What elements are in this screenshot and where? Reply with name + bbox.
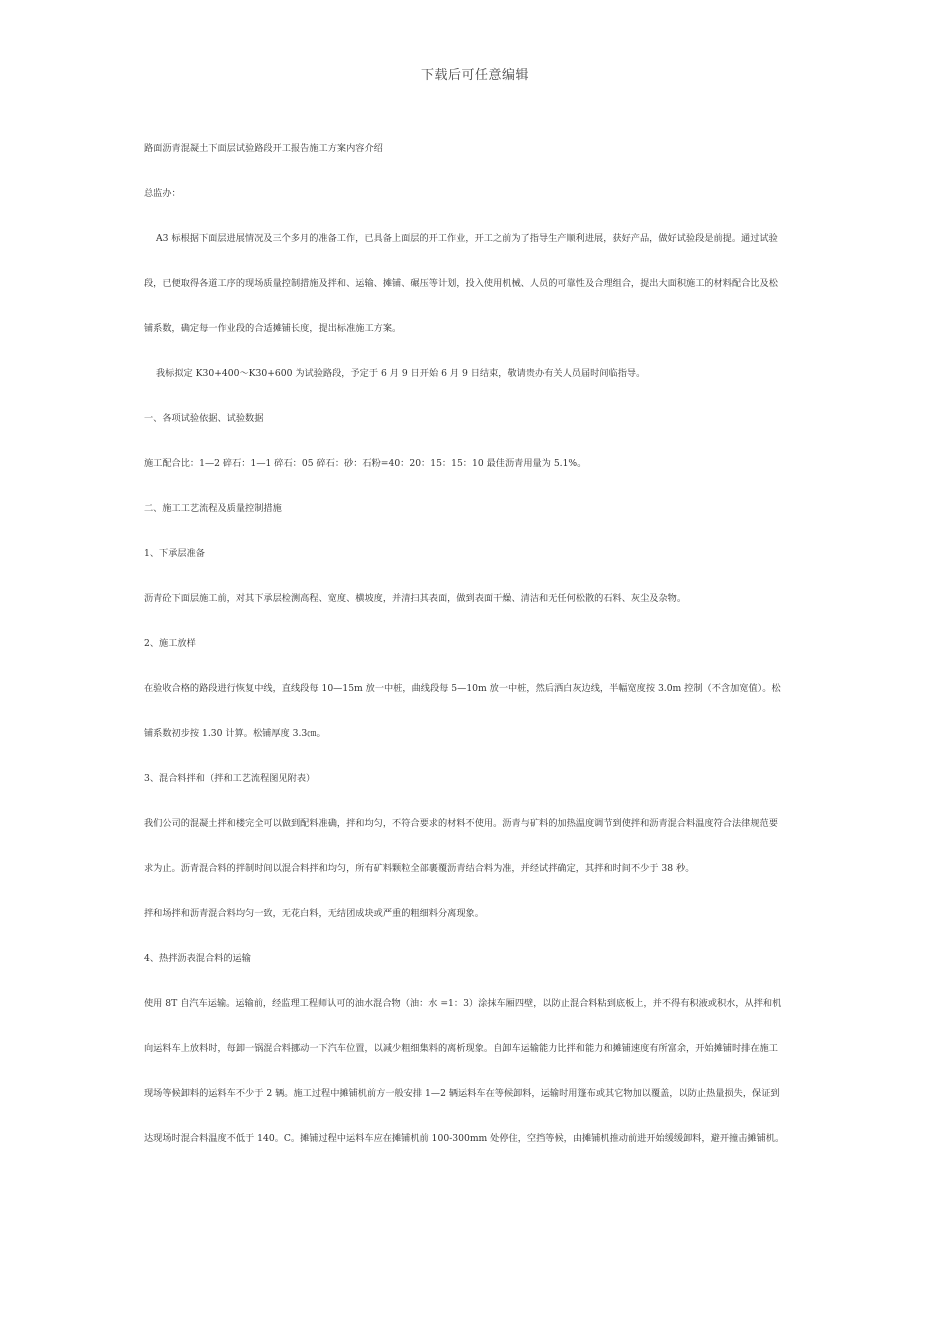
subsection-3-paragraph-line-2: 求为止。沥青混合料的拌制时间以混合料拌和均匀，所有矿料颗粒全部裹覆沥青结合料为准，并经试拌确定，其拌和时间不少于 38 秒。 bbox=[144, 863, 695, 874]
subsection-4-paragraph-line-4: 达现场时混合料温度不低于 140。C。摊铺过程中运料车应在摊铺机前 100-300mm 处停住，空挡等候，由摊铺机推动前进开始缓缓卸料，避开撞击摊铺机。 bbox=[144, 1133, 785, 1144]
intro-paragraph-line-1: A3 标根据下面层进展情况及三个多月的准备工作，已具备上面层的开工作业，开工之前为了指导生产顺利进展，获好产品，做好试验段是前提。通过试验 bbox=[156, 233, 778, 244]
subsection-2-paragraph-line-2: 铺系数初步按 1.30 计算。松铺厚度 3.3㎝。 bbox=[144, 728, 326, 739]
section-heading-2: 二、施工工艺流程及质量控制措施 bbox=[144, 503, 282, 514]
subheading-2: 2、施工放样 bbox=[144, 638, 196, 649]
test-section-paragraph: 我标拟定 K30+400～K30+600 为试验路段，予定于 6 月 9 日开始 6 月 9 日结束，敬请贵办有关人员届时间临指导。 bbox=[156, 368, 646, 379]
mix-ratio-paragraph: 施工配合比：1—2 碎石：1—1 碎石：05 碎石：砂：石粉=40：20：15：15：10 最佳沥青用量为 5.1%。 bbox=[144, 458, 587, 469]
document-title: 路面沥青混凝土下面层试验路段开工报告施工方案内容介绍 bbox=[144, 143, 383, 154]
salutation: 总监办： bbox=[144, 188, 181, 199]
section-heading-1: 一、各项试验依据、试验数据 bbox=[144, 413, 264, 424]
subsection-3-paragraph-2: 拌和场拌和沥青混合料均匀一致，无花白料，无结团成块或严重的粗细料分离现象。 bbox=[144, 908, 484, 919]
intro-paragraph-line-2: 段，已便取得各道工序的现场质量控制措施及拌和、运输、摊铺、碾压等计划，投入使用机械、人员的可靠性及合理组合，提出大面积施工的材料配合比及松 bbox=[144, 278, 778, 289]
subheading-4: 4、热拌沥表混合料的运输 bbox=[144, 953, 251, 964]
subsection-3-paragraph-line-1: 我们公司的混凝土拌和楼完全可以做到配料准确，拌和均匀，不符合要求的材料不使用。沥青与矿料的加热温度调节到使拌和沥青混合料温度符合法律规范要 bbox=[144, 818, 778, 829]
subsection-2-paragraph-line-1: 在验收合格的路段进行恢复中线，直线段每 10—15m 放一中桩，曲线段每 5—10m 放一中桩，然后洒白灰边线，半幅宽度按 3.0m 控制（不含加宽值）。松 bbox=[144, 683, 781, 694]
subsection-1-paragraph: 沥青砼下面层施工前，对其下承层检测高程、宽度、横坡度，并清扫其表面，做到表面干燥、清洁和无任何松散的石料、灰尘及杂物。 bbox=[144, 593, 687, 604]
subsection-4-paragraph-line-2: 向运料车上放料时，每卸一锅混合料挪动一下汽车位置，以减少粗细集料的离析现象。自卸车运输能力比拌和能力和摊铺速度有所富余，开始摊铺时排在施工 bbox=[144, 1043, 778, 1054]
intro-paragraph-line-3: 铺系数，确定每一作业段的合适摊铺长度，提出标准施工方案。 bbox=[144, 323, 402, 334]
subsection-4-paragraph-line-1: 使用 8T 自汽车运输。运输前，经监理工程师认可的油水混合物（油：水 =1：3）涂抹车厢四壁，以防止混合料粘到底板上，并不得有积液或积水，从拌和机 bbox=[144, 998, 782, 1009]
document-body bbox=[144, 126, 808, 1161]
subsection-4-paragraph-line-3: 现场等候卸料的运料车不少于 2 辆。施工过程中摊铺机前方一般安排 1—2 辆运料车在等候卸料，运输时用篷布或其它物加以覆盖，以防止热量损失，保证到 bbox=[144, 1088, 780, 1099]
subheading-3: 3、混合料拌和（拌和工艺流程图见附表） bbox=[144, 773, 316, 784]
page-header-title: 下载后可任意编辑 bbox=[420, 68, 529, 83]
subheading-1: 1、下承层准备 bbox=[144, 548, 205, 559]
